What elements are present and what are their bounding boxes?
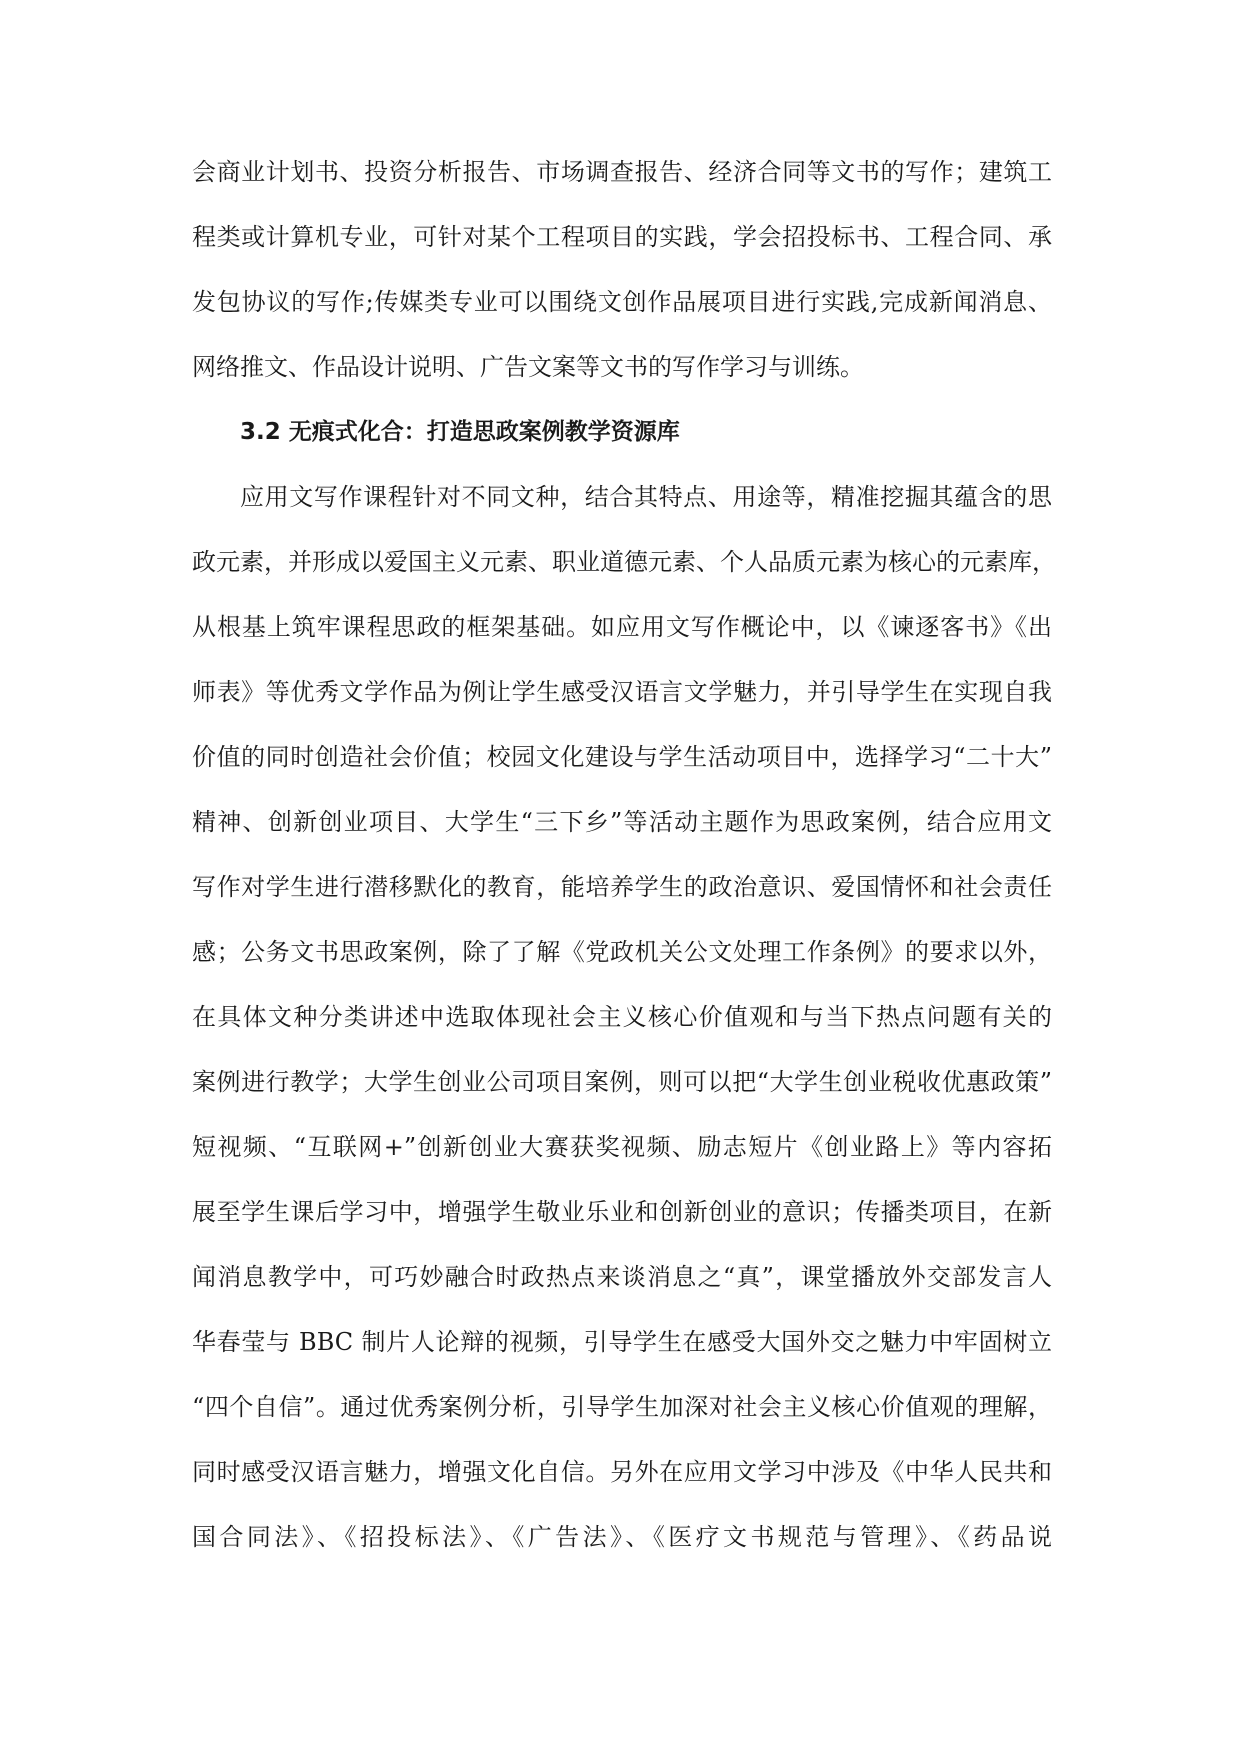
section-heading: 3.2 无痕式化合：打造思政案例教学资源库 <box>240 419 680 445</box>
text-line: 展至学生课后学习中，增强学生敬业乐业和创新创业的意识；传播类项目，在新 <box>192 1198 1052 1226</box>
text-line: 同时感受汉语言魅力，增强文化自信。另外在应用文学习中涉及《中华人民共和 <box>192 1458 1052 1486</box>
text-line: “四个自信”。通过优秀案例分析，引导学生加深对社会主义核心价值观的理解， <box>192 1393 1052 1421</box>
text-line: 案例进行教学；大学生创业公司项目案例，则可以把“大学生创业税收优惠政策” <box>192 1068 1052 1096</box>
text-line: 国合同法》、《招投标法》、《广告法》、《医疗文书规范与管理》、《药品说 <box>192 1523 1052 1551</box>
text-line: 程类或计算机专业，可针对某个工程项目的实践，学会招投标书、工程合同、承 <box>192 223 1052 251</box>
text-line: 华春莹与 BBC 制片人论辩的视频，引导学生在感受大国外交之魅力中牢固树立 <box>192 1328 1052 1356</box>
text-line: 短视频、“互联网+”创新创业大赛获奖视频、励志短片《创业路上》等内容拓 <box>192 1133 1052 1161</box>
paragraph-continued <box>192 155 1052 415</box>
text-line: 感；公务文书思政案例，除了了解《党政机关公文处理工作条例》的要求以外， <box>192 938 1052 966</box>
text-line: 从根基上筑牢课程思政的框架基础。如应用文写作概论中，以《谏逐客书》《出 <box>192 613 1052 641</box>
text-line: 精神、创新创业项目、大学生“三下乡”等活动主题作为思政案例，结合应用文 <box>192 808 1052 836</box>
text-line: 写作对学生进行潜移默化的教育，能培养学生的政治意识、爱国情怀和社会责任 <box>192 873 1052 901</box>
text-line: 发包协议的写作;传媒类专业可以围绕文创作品展项目进行实践,完成新闻消息、 <box>192 288 1052 316</box>
text-line: 应用文写作课程针对不同文种，结合其特点、用途等，精准挖掘其蕴含的思 <box>240 483 1052 511</box>
text-line: 会商业计划书、投资分析报告、市场调查报告、经济合同等文书的写作；建筑工 <box>192 158 1052 186</box>
text-line: 闻消息教学中，可巧妙融合时政热点来谈消息之“真”，课堂播放外交部发言人 <box>192 1263 1052 1291</box>
text-line: 师表》等优秀文学作品为例让学生感受汉语言文学魅力，并引导学生在实现自我 <box>192 678 1052 706</box>
paragraph <box>192 480 1056 1585</box>
text-line: 政元素，并形成以爱国主义元素、职业道德元素、个人品质元素为核心的元素库， <box>192 548 1056 576</box>
document-body <box>192 155 1056 1585</box>
text-line: 价值的同时创造社会价值；校园文化建设与学生活动项目中，选择学习“二十大” <box>192 743 1052 771</box>
text-line: 网络推文、作品设计说明、广告文案等文书的写作学习与训练。 <box>192 353 864 381</box>
text-line: 在具体文种分类讲述中选取体现社会主义核心价值观和与当下热点问题有关的 <box>192 1003 1052 1031</box>
